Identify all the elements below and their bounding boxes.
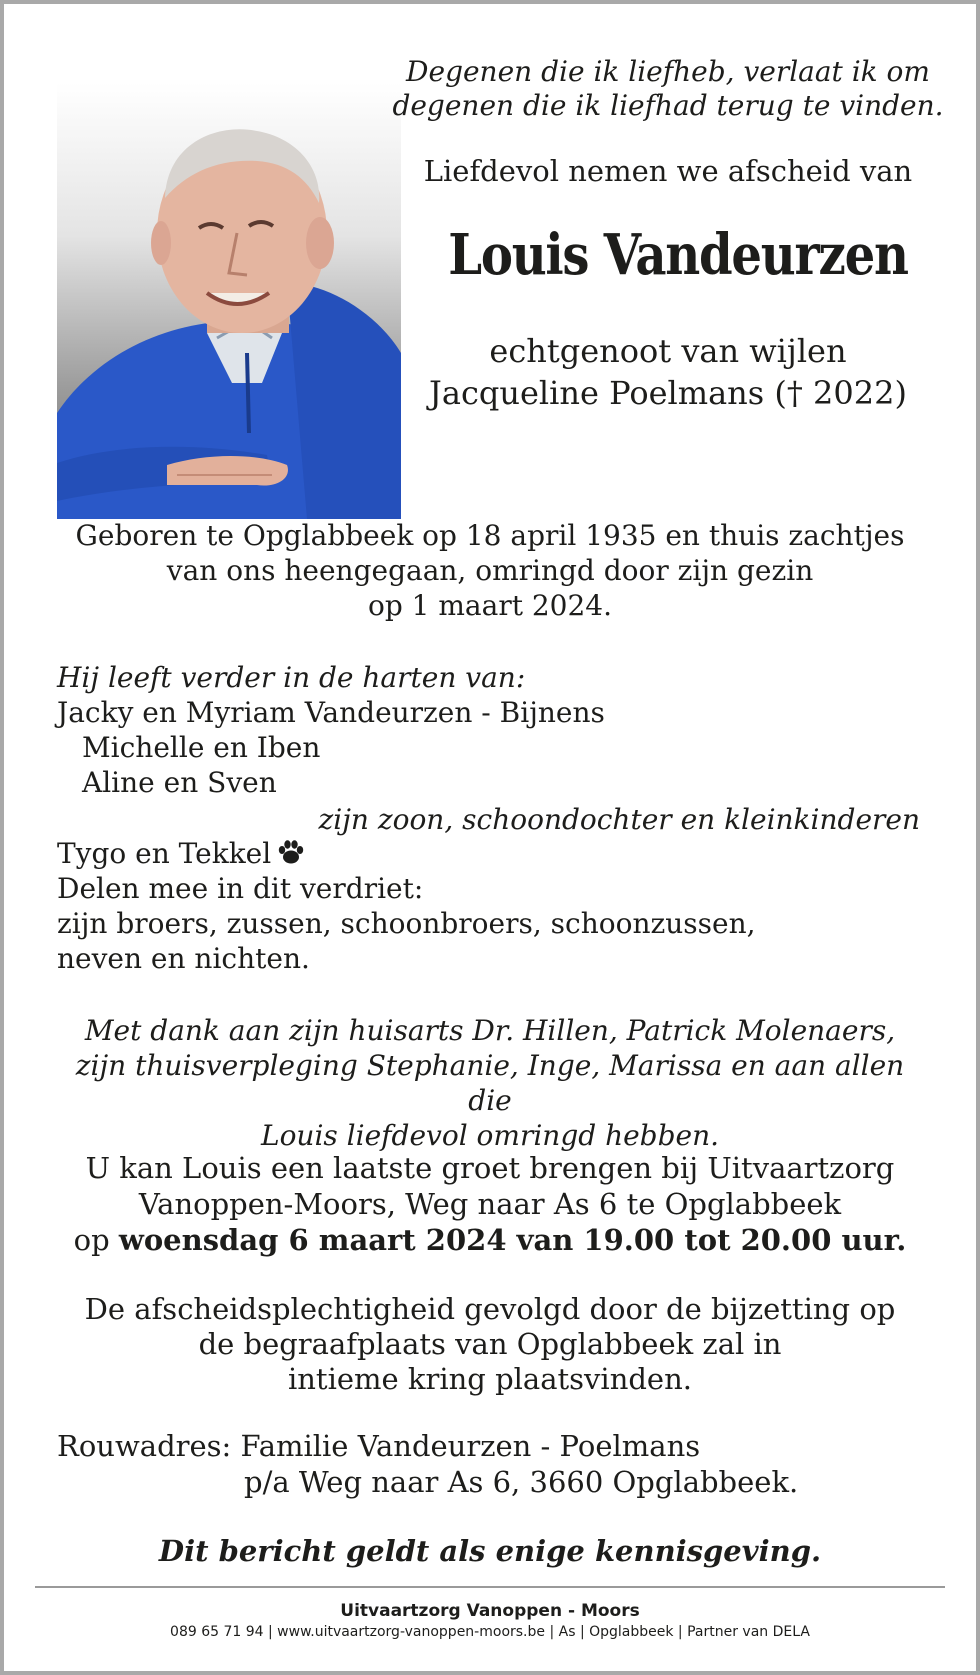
thanks-line-3: Louis liefdevol omringd hebben. — [260, 1119, 720, 1152]
funeral-home-name: Uitvaartzorg Vanoppen - Moors — [340, 1601, 640, 1621]
visitation-info — [57, 1150, 923, 1258]
visitation-line-1: U kan Louis een laatste groet brengen bij Uitvaartzorg — [85, 1151, 895, 1185]
deceased-name: Louis Vandeurzen — [448, 222, 908, 288]
mourning-address — [57, 1428, 798, 1500]
funeral-home-contact[interactable]: 089 65 71 94 | www.uitvaartzorg-vanoppen-moors.be | As | Opglabbeek | Partner van DELA — [170, 1624, 810, 1640]
intro-text: Liefdevol nemen we afscheid van — [423, 154, 913, 188]
pets-text: Tygo en Tekkel — [57, 837, 272, 870]
visitation-line-2: Vanoppen-Moors, Weg naar As 6 te Opglabbeek — [138, 1187, 842, 1221]
portrait-illustration — [57, 83, 401, 519]
portrait-photo — [57, 83, 401, 519]
ceremony-info — [57, 1292, 923, 1397]
notice-text: Dit bericht geldt als enige kennisgeving. — [158, 1534, 822, 1568]
paw-print-icon — [277, 838, 305, 873]
born-line-1: Geboren te Opglabbeek op 18 april 1935 en thuis zachtjes — [75, 519, 905, 552]
grandchildren-line-1: Michelle en Iben — [82, 731, 321, 764]
share-label: Delen mee in dit verdriet: — [57, 872, 424, 905]
family-label: Hij leeft verder in de harten van: — [57, 661, 526, 694]
spouse-line-2: Jacqueline Poelmans († 2022) — [429, 374, 907, 412]
address-line-1: Rouwadres: Familie Vandeurzen - Poelmans — [57, 1429, 701, 1463]
relatives-line-1: zijn broers, zussen, schoonbroers, schoonzussen, — [57, 907, 756, 940]
ceremony-line-3: intieme kring plaatsvinden. — [287, 1362, 692, 1396]
address-line-2: p/a Weg naar As 6, 3660 Opglabbeek. — [244, 1465, 799, 1499]
birth-death-info — [57, 518, 923, 623]
thanks-text — [57, 1013, 923, 1153]
ceremony-line-1: De afscheidsplechtigheid gevolgd door de bijzetting op — [84, 1292, 896, 1326]
family-relation: zijn zoon, schoondochter en kleinkinderen — [318, 803, 920, 836]
quote-line-1: Degenen die ik liefheb, verlaat ik om — [406, 55, 930, 88]
son-line: Jacky en Myriam Vandeurzen - Bijnens — [57, 696, 605, 729]
grandchildren-line-2: Aline en Sven — [82, 766, 277, 799]
quote-line-2: degenen die ik liefhad terug te vinden. — [392, 89, 944, 122]
born-line-3: op 1 maart 2024. — [367, 589, 613, 622]
visitation-prefix: op — [73, 1223, 110, 1257]
spouse-info — [392, 330, 944, 414]
ceremony-line-2: de begraafplaats van Opglabbeek zal in — [198, 1327, 782, 1361]
visitation-datetime: woensdag 6 maart 2024 van 19.00 tot 20.00 uur. — [118, 1223, 907, 1257]
thanks-line-2: zijn thuisverpleging Stephanie, Inge, Marissa en aan allen die — [75, 1049, 905, 1117]
thanks-line-1: Met dank aan zijn huisarts Dr. Hillen, Patrick Molenaers, — [84, 1014, 896, 1047]
footer-divider — [35, 1586, 945, 1588]
born-line-2: van ons heengegaan, omringd door zijn gezin — [166, 554, 814, 587]
spouse-line-1: echtgenoot van wijlen — [489, 332, 847, 370]
pets-line — [57, 836, 305, 873]
relatives-line-2: neven en nichten. — [57, 942, 310, 975]
opening-quote — [392, 55, 944, 123]
